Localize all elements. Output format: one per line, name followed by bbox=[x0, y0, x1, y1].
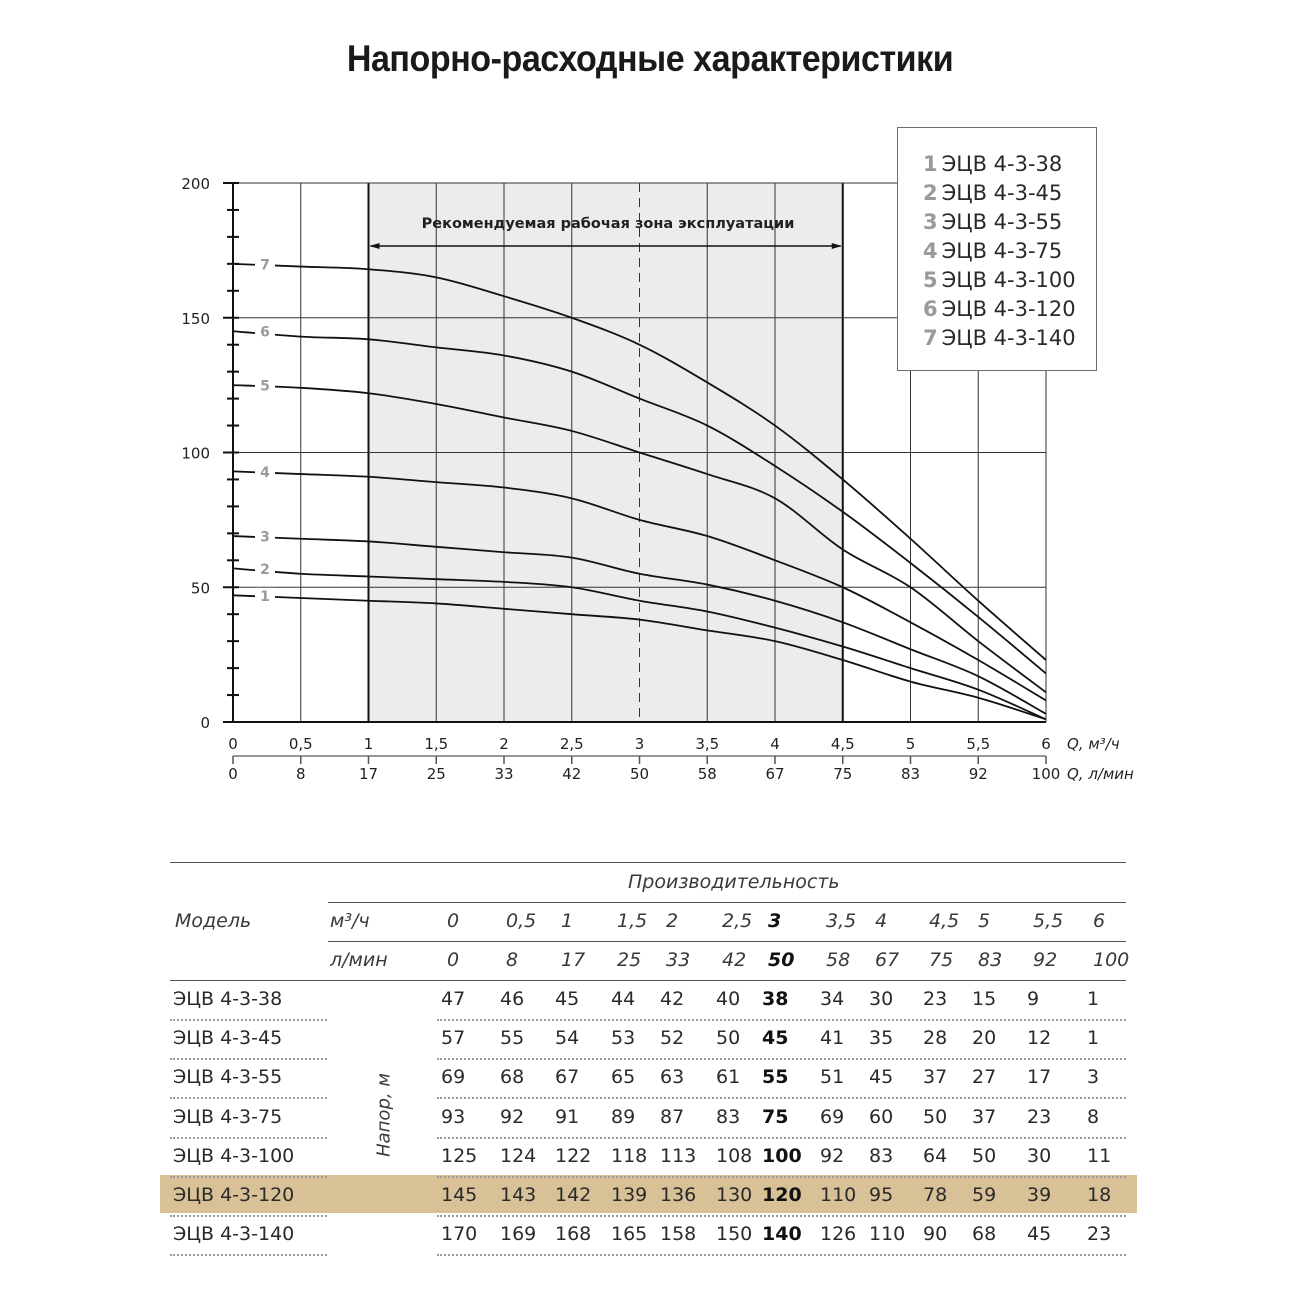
head-value: 30 bbox=[869, 988, 894, 1010]
head-value: 92 bbox=[500, 1105, 525, 1128]
legend-label: ЭЦВ 4-3-100 bbox=[941, 268, 1076, 292]
legend-item bbox=[923, 208, 1096, 237]
head-value: 9 bbox=[1027, 988, 1040, 1010]
flow-m3h: 0,5 bbox=[506, 910, 537, 932]
head-value: 75 bbox=[762, 1105, 789, 1128]
head-value: 42 bbox=[660, 988, 685, 1010]
model-name: ЭЦВ 4-3-100 bbox=[173, 1144, 295, 1167]
row-divider bbox=[170, 1176, 327, 1178]
x-tick-label-secondary: 83 bbox=[900, 765, 921, 783]
x-tick-label: 4,5 bbox=[830, 735, 855, 753]
flow-m3h: 1,5 bbox=[617, 910, 648, 932]
curve-label-4: 4 bbox=[260, 464, 270, 481]
head-value: 130 bbox=[716, 1184, 753, 1206]
head-value: 55 bbox=[762, 1066, 789, 1089]
row-divider bbox=[437, 1176, 1126, 1178]
head-value: 120 bbox=[762, 1184, 802, 1206]
x-axis bbox=[228, 722, 1060, 783]
head-value: 83 bbox=[716, 1105, 741, 1128]
model-name: ЭЦВ 4-3-120 bbox=[173, 1184, 295, 1206]
legend-label: ЭЦВ 4-3-140 bbox=[941, 326, 1076, 350]
legend-item bbox=[923, 150, 1096, 179]
x-tick-label-secondary: 58 bbox=[697, 765, 717, 783]
table-top-rule bbox=[170, 862, 1126, 863]
row-divider bbox=[170, 1137, 327, 1139]
head-value: 54 bbox=[555, 1027, 580, 1050]
legend-label: ЭЦВ 4-3-38 bbox=[941, 152, 1063, 176]
x-tick-label: 2 bbox=[499, 735, 509, 753]
table-rule bbox=[170, 980, 1126, 981]
head-value: 50 bbox=[972, 1144, 997, 1167]
curve-label-1: 1 bbox=[260, 588, 270, 605]
x-tick-label-secondary: 92 bbox=[968, 765, 988, 783]
head-value: 136 bbox=[660, 1184, 697, 1206]
head-value: 50 bbox=[923, 1105, 948, 1128]
head-value: 169 bbox=[500, 1223, 537, 1246]
x-tick-label: 0,5 bbox=[288, 735, 313, 753]
head-value: 168 bbox=[555, 1223, 592, 1246]
legend-label: ЭЦВ 4-3-120 bbox=[941, 297, 1076, 321]
y-tick-label: 0 bbox=[200, 714, 210, 732]
row-divider bbox=[170, 1058, 327, 1060]
row-divider bbox=[437, 1058, 1126, 1060]
flow-m3h: 3,5 bbox=[826, 910, 857, 932]
table-rule bbox=[328, 941, 1126, 942]
head-value: 60 bbox=[869, 1105, 894, 1128]
legend-label: ЭЦВ 4-3-45 bbox=[941, 181, 1063, 205]
head-value: 44 bbox=[611, 988, 636, 1010]
head-value: 41 bbox=[820, 1027, 845, 1050]
head-value: 23 bbox=[923, 988, 948, 1010]
x-tick-label-secondary: 0 bbox=[228, 765, 238, 783]
flow-lmin: 75 bbox=[929, 949, 954, 971]
curve-label-5: 5 bbox=[260, 378, 270, 395]
head-value: 68 bbox=[500, 1066, 525, 1089]
head-value: 23 bbox=[1087, 1223, 1112, 1246]
x-tick-label: 2,5 bbox=[559, 735, 584, 753]
curve-label-2: 2 bbox=[260, 561, 270, 578]
head-value: 64 bbox=[923, 1144, 948, 1167]
y-tick-label: 150 bbox=[181, 309, 210, 328]
flow-m3h: 2 bbox=[666, 910, 679, 932]
legend-item bbox=[923, 266, 1096, 295]
row-divider bbox=[170, 1215, 327, 1217]
flow-lmin: 0 bbox=[447, 949, 460, 971]
x-unit-primary: Q, м³/ч bbox=[1067, 735, 1120, 753]
legend-item bbox=[923, 237, 1096, 266]
head-value: 100 bbox=[762, 1144, 802, 1167]
head-value: 95 bbox=[869, 1184, 894, 1206]
head-value: 37 bbox=[923, 1066, 948, 1089]
x-tick-label: 5,5 bbox=[966, 735, 991, 753]
flow-m3h: 6 bbox=[1093, 910, 1106, 932]
x-tick-label-secondary: 8 bbox=[295, 765, 306, 783]
head-value: 126 bbox=[820, 1223, 857, 1246]
head-value: 69 bbox=[820, 1105, 845, 1128]
head-value: 150 bbox=[716, 1223, 753, 1246]
flow-lmin: 42 bbox=[722, 949, 747, 971]
head-value: 93 bbox=[441, 1105, 466, 1128]
flow-m3h: 0 bbox=[447, 910, 460, 932]
head-label: Напор, м bbox=[373, 1073, 395, 1157]
group-header: Производительность bbox=[628, 871, 840, 893]
head-value: 35 bbox=[869, 1027, 894, 1050]
x-unit-secondary: Q, л/мин bbox=[1067, 765, 1134, 783]
head-value: 12 bbox=[1027, 1027, 1052, 1050]
head-value: 17 bbox=[1027, 1066, 1052, 1089]
head-value: 108 bbox=[716, 1144, 753, 1167]
head-value: 45 bbox=[1027, 1223, 1052, 1246]
head-value: 45 bbox=[869, 1066, 894, 1089]
head-value: 89 bbox=[611, 1105, 636, 1128]
head-value: 59 bbox=[972, 1184, 997, 1206]
row-divider bbox=[170, 1254, 327, 1256]
head-value: 67 bbox=[555, 1066, 580, 1089]
head-value: 65 bbox=[611, 1066, 636, 1089]
legend-number: 2 bbox=[923, 181, 938, 205]
flow-lmin: 67 bbox=[875, 949, 900, 971]
head-value: 1 bbox=[1087, 988, 1100, 1010]
x-tick-label-secondary: 25 bbox=[426, 765, 446, 783]
x-tick-label-secondary: 75 bbox=[833, 765, 853, 783]
model-name: ЭЦВ 4-3-140 bbox=[173, 1223, 295, 1246]
head-value: 83 bbox=[869, 1144, 894, 1167]
table-rule bbox=[328, 902, 1126, 903]
flow-m3h: 4 bbox=[875, 910, 888, 932]
head-value: 68 bbox=[972, 1223, 997, 1246]
head-value: 125 bbox=[441, 1144, 478, 1167]
row-divider bbox=[437, 1097, 1126, 1099]
x-tick-label: 1 bbox=[363, 735, 374, 753]
x-tick-label: 4 bbox=[770, 735, 780, 753]
head-value: 34 bbox=[820, 988, 845, 1010]
row-divider bbox=[437, 1019, 1126, 1021]
head-value: 87 bbox=[660, 1105, 685, 1128]
head-value: 124 bbox=[500, 1144, 537, 1167]
flow-lmin: 8 bbox=[506, 949, 519, 971]
flow-m3h: 4,5 bbox=[929, 910, 960, 932]
head-value: 28 bbox=[923, 1027, 948, 1050]
head-value: 61 bbox=[716, 1066, 741, 1089]
curve-label-7: 7 bbox=[260, 257, 270, 274]
head-value: 27 bbox=[972, 1066, 997, 1089]
x-tick-label-secondary: 42 bbox=[562, 765, 582, 783]
x-tick-label: 0 bbox=[228, 735, 238, 753]
head-value: 39 bbox=[1027, 1184, 1052, 1206]
model-name: ЭЦВ 4-3-45 bbox=[173, 1027, 283, 1050]
head-value: 78 bbox=[923, 1184, 948, 1206]
head-value: 55 bbox=[500, 1027, 525, 1050]
flow-lmin: 100 bbox=[1093, 949, 1130, 971]
legend-number: 3 bbox=[923, 210, 938, 234]
head-value: 140 bbox=[762, 1223, 802, 1246]
flow-m3h: 3 bbox=[768, 910, 782, 932]
legend-item bbox=[923, 295, 1096, 324]
legend-label: ЭЦВ 4-3-75 bbox=[941, 239, 1063, 263]
y-tick-label: 200 bbox=[181, 175, 210, 193]
x-tick-label: 3,5 bbox=[695, 735, 720, 753]
head-value: 143 bbox=[500, 1184, 537, 1206]
head-value: 50 bbox=[716, 1027, 741, 1050]
head-value: 23 bbox=[1027, 1105, 1052, 1128]
y-tick-label: 100 bbox=[181, 444, 210, 463]
head-value: 1 bbox=[1087, 1027, 1100, 1050]
head-value: 91 bbox=[555, 1105, 580, 1128]
head-value: 63 bbox=[660, 1066, 685, 1089]
head-value: 118 bbox=[611, 1144, 648, 1167]
flow-lmin: 25 bbox=[617, 949, 642, 971]
head-value: 90 bbox=[923, 1223, 948, 1246]
row-divider bbox=[437, 1254, 1126, 1256]
flow-lmin: 17 bbox=[561, 949, 586, 971]
x-tick-label-secondary: 100 bbox=[1031, 765, 1061, 783]
row-divider bbox=[437, 1215, 1126, 1217]
head-value: 165 bbox=[611, 1223, 648, 1246]
head-value: 139 bbox=[611, 1184, 648, 1206]
head-value: 38 bbox=[762, 988, 789, 1010]
head-value: 37 bbox=[972, 1105, 997, 1128]
head-value: 113 bbox=[660, 1144, 697, 1167]
head-value: 158 bbox=[660, 1223, 697, 1246]
head-value: 57 bbox=[441, 1027, 466, 1050]
head-value: 15 bbox=[972, 988, 997, 1010]
x-tick-label: 3 bbox=[634, 735, 645, 753]
x-tick-label-secondary: 17 bbox=[358, 765, 379, 783]
page-title: Напорно-расходные характеристики bbox=[346, 38, 954, 79]
head-value: 110 bbox=[820, 1184, 857, 1206]
row-divider bbox=[437, 1137, 1126, 1139]
chart-legend bbox=[897, 127, 1097, 371]
legend-number: 5 bbox=[923, 268, 938, 292]
model-name: ЭЦВ 4-3-75 bbox=[173, 1105, 283, 1128]
x-tick-label-secondary: 50 bbox=[629, 765, 650, 783]
flow-m3h: 1 bbox=[561, 910, 574, 932]
head-value: 3 bbox=[1087, 1066, 1100, 1089]
head-value: 51 bbox=[820, 1066, 845, 1089]
head-value: 142 bbox=[555, 1184, 592, 1206]
x-tick-label: 1,5 bbox=[424, 735, 449, 753]
unit-lmin: л/мин bbox=[330, 949, 388, 971]
legend-item bbox=[923, 324, 1096, 353]
row-divider bbox=[170, 1097, 327, 1099]
y-tick-label: 50 bbox=[190, 579, 210, 598]
model-name: ЭЦВ 4-3-38 bbox=[173, 988, 283, 1010]
head-value: 122 bbox=[555, 1144, 592, 1167]
flow-lmin: 92 bbox=[1033, 949, 1058, 971]
head-value: 52 bbox=[660, 1027, 685, 1050]
head-value: 46 bbox=[500, 988, 525, 1010]
flow-m3h: 2,5 bbox=[722, 910, 753, 932]
legend-label: ЭЦВ 4-3-55 bbox=[941, 210, 1063, 234]
legend-number: 7 bbox=[923, 326, 938, 350]
head-value: 110 bbox=[869, 1223, 906, 1246]
flow-lmin: 58 bbox=[826, 949, 851, 971]
model-name: ЭЦВ 4-3-55 bbox=[173, 1066, 283, 1089]
row-divider bbox=[170, 1019, 327, 1021]
head-value: 11 bbox=[1087, 1144, 1112, 1167]
unit-m3h: м³/ч bbox=[330, 910, 370, 932]
y-axis bbox=[181, 175, 239, 732]
head-value: 53 bbox=[611, 1027, 636, 1050]
head-value: 8 bbox=[1087, 1105, 1100, 1128]
head-value: 45 bbox=[762, 1027, 789, 1050]
head-value: 92 bbox=[820, 1144, 845, 1167]
legend-number: 1 bbox=[923, 152, 938, 176]
x-tick-label-secondary: 33 bbox=[494, 765, 514, 783]
head-value: 170 bbox=[441, 1223, 478, 1246]
flow-m3h: 5 bbox=[978, 910, 991, 932]
x-tick-label: 5 bbox=[905, 735, 916, 753]
head-value: 145 bbox=[441, 1184, 478, 1206]
legend-item bbox=[923, 179, 1096, 208]
flow-lmin: 33 bbox=[666, 949, 691, 971]
head-value: 45 bbox=[555, 988, 580, 1010]
x-tick-label: 6 bbox=[1041, 735, 1051, 753]
legend-number: 6 bbox=[923, 297, 938, 321]
head-value: 20 bbox=[972, 1027, 997, 1050]
x-tick-label-secondary: 67 bbox=[765, 765, 785, 783]
head-value: 69 bbox=[441, 1066, 466, 1089]
head-value: 18 bbox=[1087, 1184, 1112, 1206]
flow-lmin: 50 bbox=[768, 949, 795, 971]
flow-m3h: 5,5 bbox=[1033, 910, 1064, 932]
model-header: Модель bbox=[175, 910, 252, 932]
head-value: 47 bbox=[441, 988, 466, 1010]
zone-label: Рекомендуемая рабочая зона эксплуатации bbox=[421, 216, 795, 232]
head-value: 30 bbox=[1027, 1144, 1052, 1167]
legend-number: 4 bbox=[923, 239, 938, 263]
curve-label-6: 6 bbox=[260, 324, 270, 341]
flow-lmin: 83 bbox=[978, 949, 1003, 971]
head-value: 40 bbox=[716, 988, 741, 1010]
curve-label-3: 3 bbox=[260, 529, 270, 546]
